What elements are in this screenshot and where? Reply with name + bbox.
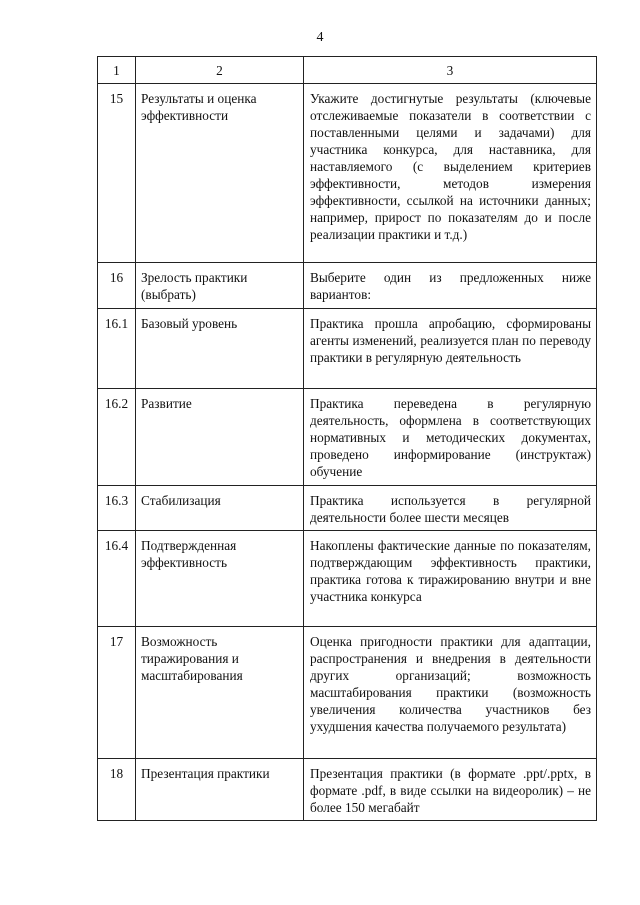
- table-row: [98, 759, 597, 821]
- row-name: Развитие: [136, 389, 304, 486]
- table-row: [98, 84, 597, 263]
- row-description: Практика прошла апробацию, сформированы агенты изменений, реализуется план по переводу практики в регулярную деятельность: [304, 309, 597, 389]
- row-name: Подтвержденная эффективность: [136, 531, 304, 627]
- row-number: 18: [98, 759, 136, 821]
- row-number: 16: [98, 263, 136, 309]
- row-description: Практика переведена в регулярную деятельность, оформлена в соответствующих нормативных и методических документах, проведено информирование (инструктаж) обучение: [304, 389, 597, 486]
- criteria-table: [97, 56, 597, 821]
- table-row: [98, 531, 597, 627]
- row-description: Выберите один из предложенных ниже вариантов:: [304, 263, 597, 309]
- row-description: Укажите достигнутые результаты (ключевые отслеживаемые показатели в соответствии с поставленными целями и задачами) для участника конкурса, для наставника, для наставляемого (с выделением критериев эффективности, методов измерения эффективности, ссылкой на источники данных; например, прирост по показателям до и после реализации практики и т.д.): [304, 84, 597, 263]
- row-name: Возможность тиражирования и масштабирования: [136, 627, 304, 759]
- header-col-2: 2: [136, 57, 304, 84]
- table-row: [98, 627, 597, 759]
- row-name: Результаты и оценка эффективности: [136, 84, 304, 263]
- table-row: [98, 263, 597, 309]
- table-header-row: [98, 57, 597, 84]
- header-col-3: 3: [304, 57, 597, 84]
- row-description: Накоплены фактические данные по показателям, подтверждающим эффективность практики, практика готова к тиражированию внутри и вне участника конкурса: [304, 531, 597, 627]
- row-description: Практика используется в регулярной деятельности более шести месяцев: [304, 486, 597, 531]
- row-description: Презентация практики (в формате .ppt/.pptx, в формате .pdf, в виде ссылки на видеоролик) – не более 150 мегабайт: [304, 759, 597, 821]
- table-row: [98, 309, 597, 389]
- row-name: Презентация практики: [136, 759, 304, 821]
- table-row: [98, 486, 597, 531]
- row-number: 16.3: [98, 486, 136, 531]
- row-number: 15: [98, 84, 136, 263]
- row-name: Зрелость практики (выбрать): [136, 263, 304, 309]
- row-name: Стабилизация: [136, 486, 304, 531]
- row-number: 16.1: [98, 309, 136, 389]
- row-name: Базовый уровень: [136, 309, 304, 389]
- row-description: Оценка пригодности практики для адаптации, распространения и внедрения в деятельности других организаций; возможность масштабирования практики (возможность увеличения количества участников без ухудшения качества получаемого результата): [304, 627, 597, 759]
- page-number: 4: [316, 30, 324, 45]
- header-col-1: 1: [98, 57, 136, 84]
- table-row: [98, 389, 597, 486]
- row-number: 16.2: [98, 389, 136, 486]
- row-number: 17: [98, 627, 136, 759]
- row-number: 16.4: [98, 531, 136, 627]
